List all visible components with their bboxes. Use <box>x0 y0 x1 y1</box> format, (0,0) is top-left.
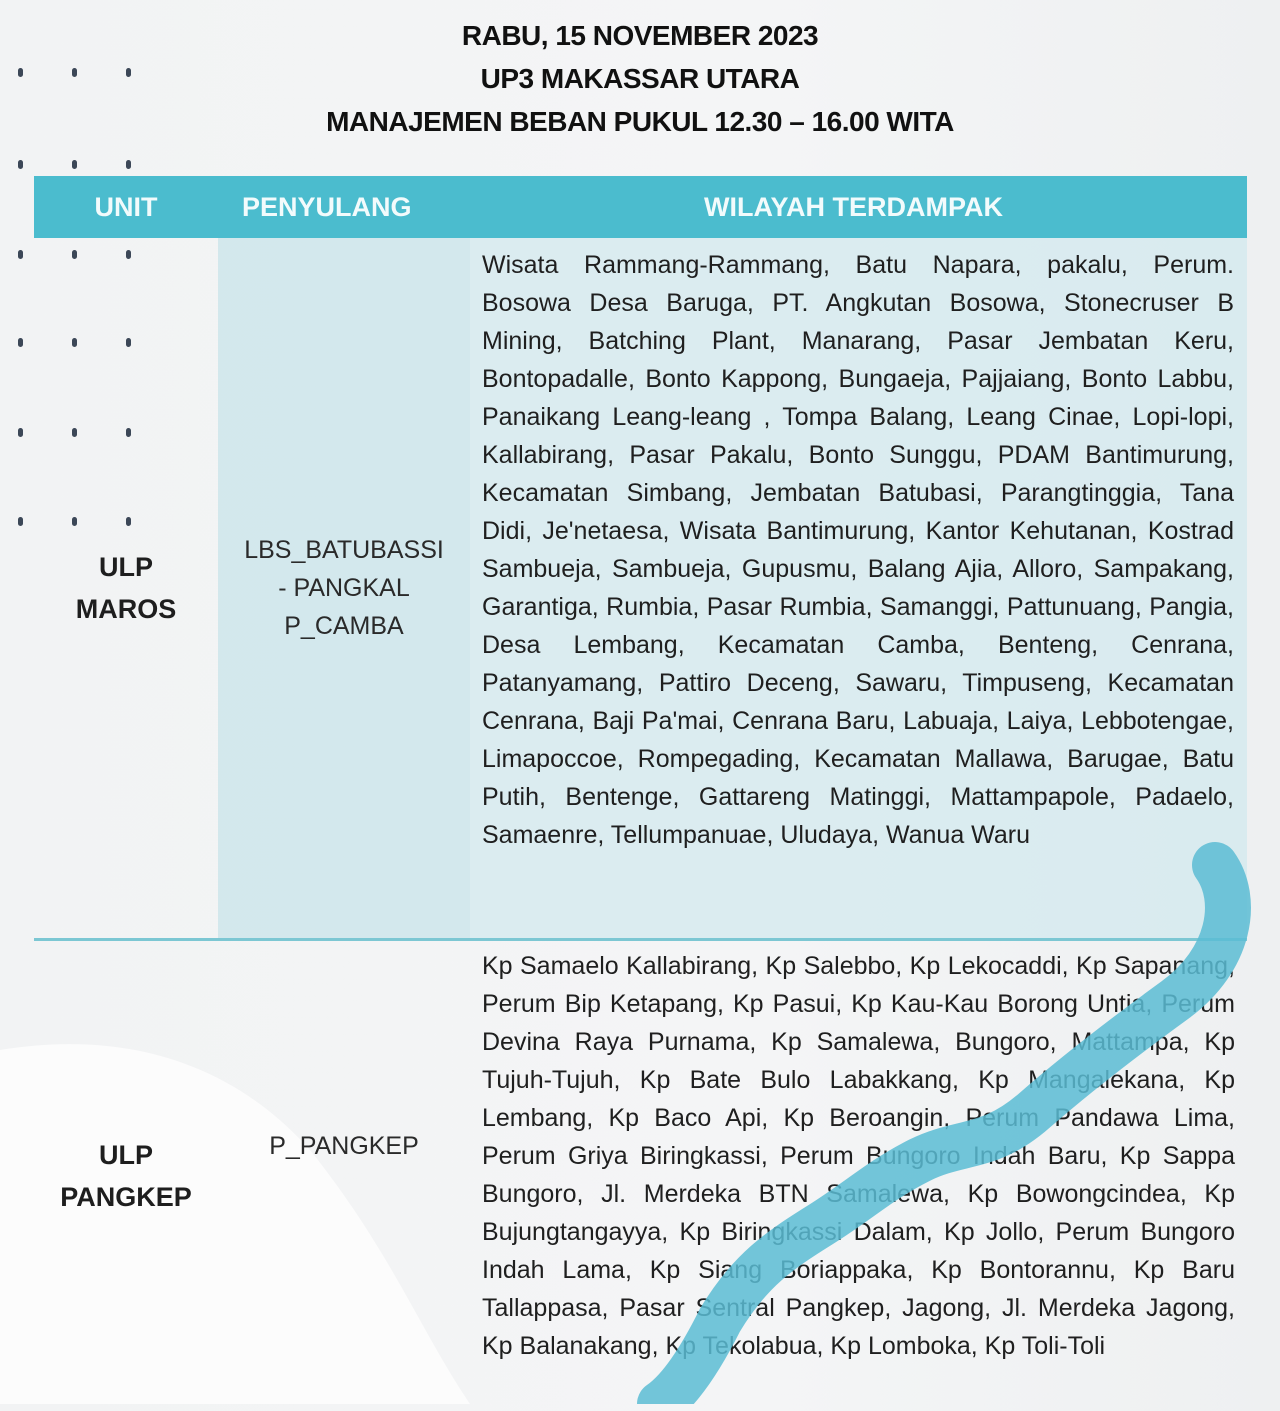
document-header <box>0 14 1280 143</box>
table-header <box>34 176 1247 238</box>
penyulang-label: P_PANGKEP <box>269 1132 419 1160</box>
schedule-title: MANAJEMEN BEBAN PUKUL 12.30 – 16.00 WITA <box>326 106 954 137</box>
table-row <box>34 238 1247 938</box>
wilayah-cell <box>470 941 1247 1411</box>
penyulang-cell <box>218 941 470 1411</box>
penyulang-label: - PANGKAL <box>278 574 410 602</box>
column-header-penyulang: PENYULANG <box>242 191 412 222</box>
table-row <box>34 941 1247 1411</box>
column-header-wilayah: WILAYAH TERDAMPAK <box>703 191 1004 222</box>
affected-areas-text: Wisata Rammang-Rammang, Batu Napara, pakalu, Perum. Bosowa Desa Baruga, PT. Angkutan Bosowa, Stonecruser B Mining, Batching Plant, Manarang, Pasar Jembatan Keru, Bontopadalle, Bonto Kappong, Bungaeja, Pajjaiang, Bonto Labbu, Panaikang Leang-leang , Tompa Balang, Leang Cinae, Lopi-lopi, Kallabirang, Pasar Pakalu, Bonto Sunggu, PDAM Bantimurung, Kecamatan Simbang, Jembatan Batubasi, Parangtinggia, Tana Didi, Je'netaesa, Wisata Bantimurung, Kantor Kehutanan, Kostrad Sambueja, Sambueja, Gupusmu, Balang Ajia, Alloro, Sampakang, Garantiga, Rumbia, Pasar Rumbia, Samanggi, Pattunuang, Pangia, Desa Lembang, Kecamatan Camba, Benteng, Cenrana, Patanyamang, Pattiro Deceng, Sawaru, Timpuseng, Kecamatan Cenrana, Baji Pa'mai, Cenrana Baru, Labuaja, Laiya, Lebbotengae, Limapoccoe, Rompegading, Kecamatan Mallawa, Barugae, Batu Putih, Bentenge, Gattareng Matinggi, Mattampapole, Padaelo, Samaenre, Tellumpanuae, Uludaya, Wanua Waru <box>482 251 1234 849</box>
affected-areas-text: Kp Samaelo Kallabirang, Kp Salebbo, Kp Lekocaddi, Kp Sapanang, Perum Bip Ketapang, Kp Pasui, Kp Kau-Kau Borong Untia, Perum Devina Raya Purnama, Kp Samalewa, Bungoro, Mattampa, Kp Tujuh-Tujuh, Kp Bate Bulo Labakkang, Kp Mangalekana, Kp Lembang, Kp Baco Api, Kp Beroangin, Perum Pandawa Lima, Perum Griya Biringkassi, Perum Bungoro Indah Baru, Kp Sappa Bungoro, Jl. Merdeka BTN Samalewa, Kp Bowongcindea, Kp Bujungtangayya, Kp Biringkassi Dalam, Kp Jollo, Perum Bungoro Indah Lama, Kp Siang Boriappaka, Kp Bontorannu, Kp Baru Tallappasa, Pasar Sentral Pangkep, Jagong, Jl. Merdeka Jagong, Kp Balanakang, Kp Tekolabua, Kp Lomboka, Kp Toli-Toli <box>482 952 1235 1360</box>
affected-areas-table <box>34 176 1247 1411</box>
penyulang-label: LBS_BATUBASSI <box>244 536 444 564</box>
column-header-unit: UNIT <box>94 191 158 222</box>
penyulang-cell <box>218 238 470 938</box>
wilayah-cell <box>470 238 1247 938</box>
unit-cell <box>34 941 218 1411</box>
unit-label: ULP <box>99 1140 153 1170</box>
unit-label: ULP <box>99 552 153 582</box>
date-title: RABU, 15 NOVEMBER 2023 <box>461 20 819 51</box>
unit-cell <box>34 238 218 938</box>
unit-label: MAROS <box>75 594 177 624</box>
penyulang-label: P_CAMBA <box>284 612 404 640</box>
region-title: UP3 MAKASSAR UTARA <box>480 63 800 94</box>
unit-label: PANGKEP <box>60 1182 192 1212</box>
